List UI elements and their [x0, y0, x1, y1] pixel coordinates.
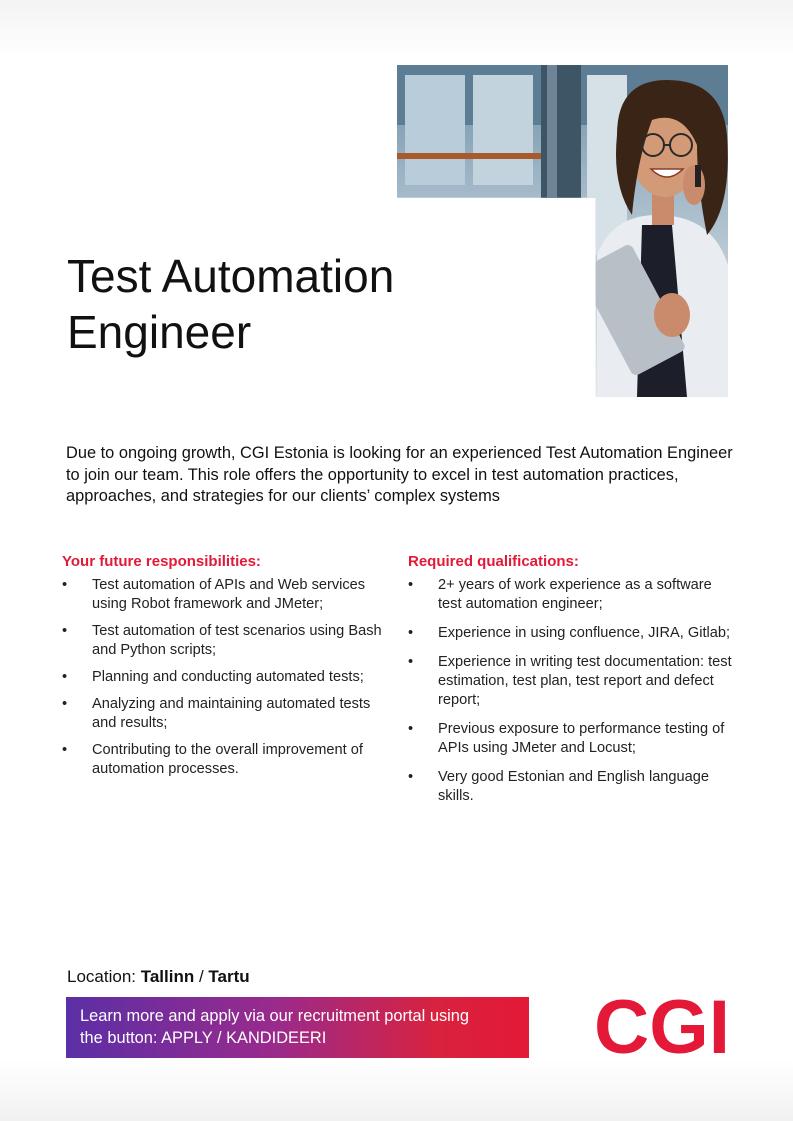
list-item-text: Test automation of test scenarios using Bash and Python scripts; [92, 623, 382, 658]
location-city-tallinn: Tallinn [140, 967, 195, 986]
list-item-text: Test automation of APIs and Web services using Robot framework and JMeter; [92, 577, 366, 612]
responsibilities-list [62, 576, 382, 779]
bullet-icon: • [408, 625, 414, 641]
location-label: Location: [67, 967, 141, 986]
pillar-highlight [547, 65, 557, 397]
list-item [408, 768, 738, 806]
list-item-text: Previous exposure to performance testing of APIs using JMeter and Locust; [438, 721, 725, 756]
intro-paragraph: Due to ongoing growth, CGI Estonia is looking for an experienced Test Automation Engineer to join our team. This role offers the opportunity to excel in test automation practices, approaches, and strategies for our clients’ complex systems [66, 444, 733, 505]
list-item-text: 2+ years of work experience as a software test automation engineer; [438, 577, 712, 612]
list-item-text: Very good Estonian and English language skills. [438, 769, 710, 804]
responsibilities-section [62, 553, 382, 787]
location-separator: / [194, 967, 209, 986]
cgi-logo [594, 993, 730, 1059]
phone [695, 165, 701, 187]
list-item [62, 695, 382, 733]
qualifications-list [408, 576, 738, 806]
bullet-icon: • [408, 721, 414, 737]
list-item [408, 653, 738, 710]
list-item [408, 576, 738, 614]
hand [683, 165, 705, 205]
title-line-1: Test Automation [67, 250, 395, 302]
window-pane [405, 75, 465, 185]
window-rail [397, 153, 541, 159]
qualifications-section [408, 553, 738, 816]
list-item [408, 624, 738, 643]
hero-photo-illustration [397, 65, 728, 397]
list-item [62, 741, 382, 779]
apply-banner-line-1: Learn more and apply via our recruitment portal using [80, 1007, 470, 1025]
hero-photo [397, 65, 728, 397]
list-item-text: Analyzing and maintaining automated tests and results; [92, 696, 371, 731]
apply-banner [66, 997, 529, 1058]
list-item-text: Experience in using confluence, JIRA, Gitlab; [438, 625, 731, 641]
list-item [62, 576, 382, 614]
location [67, 967, 250, 987]
page-title [67, 248, 394, 360]
list-item-text: Contributing to the overall improvement of automation processes. [92, 742, 363, 777]
cgi-logo-text: CGI [594, 993, 730, 1059]
bullet-icon: • [408, 654, 414, 670]
list-item-text: Planning and conducting automated tests; [92, 669, 364, 685]
bullet-icon: • [62, 577, 68, 593]
bullet-icon: • [408, 577, 414, 593]
hand-holding-laptop [654, 293, 690, 337]
list-item-text: Experience in writing test documentation: test estimation, test plan, test report and defect report; [438, 654, 732, 708]
window-pane [473, 75, 533, 185]
title-line-2: Engineer [67, 306, 252, 358]
qualifications-heading: Required qualifications: [408, 553, 579, 570]
bullet-icon: • [408, 769, 414, 785]
location-city-tartu: Tartu [208, 967, 250, 986]
bullet-icon: • [62, 669, 68, 685]
responsibilities-heading: Your future responsibilities: [62, 553, 261, 570]
list-item [408, 720, 738, 758]
list-item [62, 622, 382, 660]
bullet-icon: • [62, 742, 68, 758]
list-item [62, 668, 382, 687]
bullet-icon: • [62, 623, 68, 639]
bullet-icon: • [62, 696, 68, 712]
apply-banner-line-2: the button: APPLY / KANDIDEERI [80, 1029, 327, 1047]
